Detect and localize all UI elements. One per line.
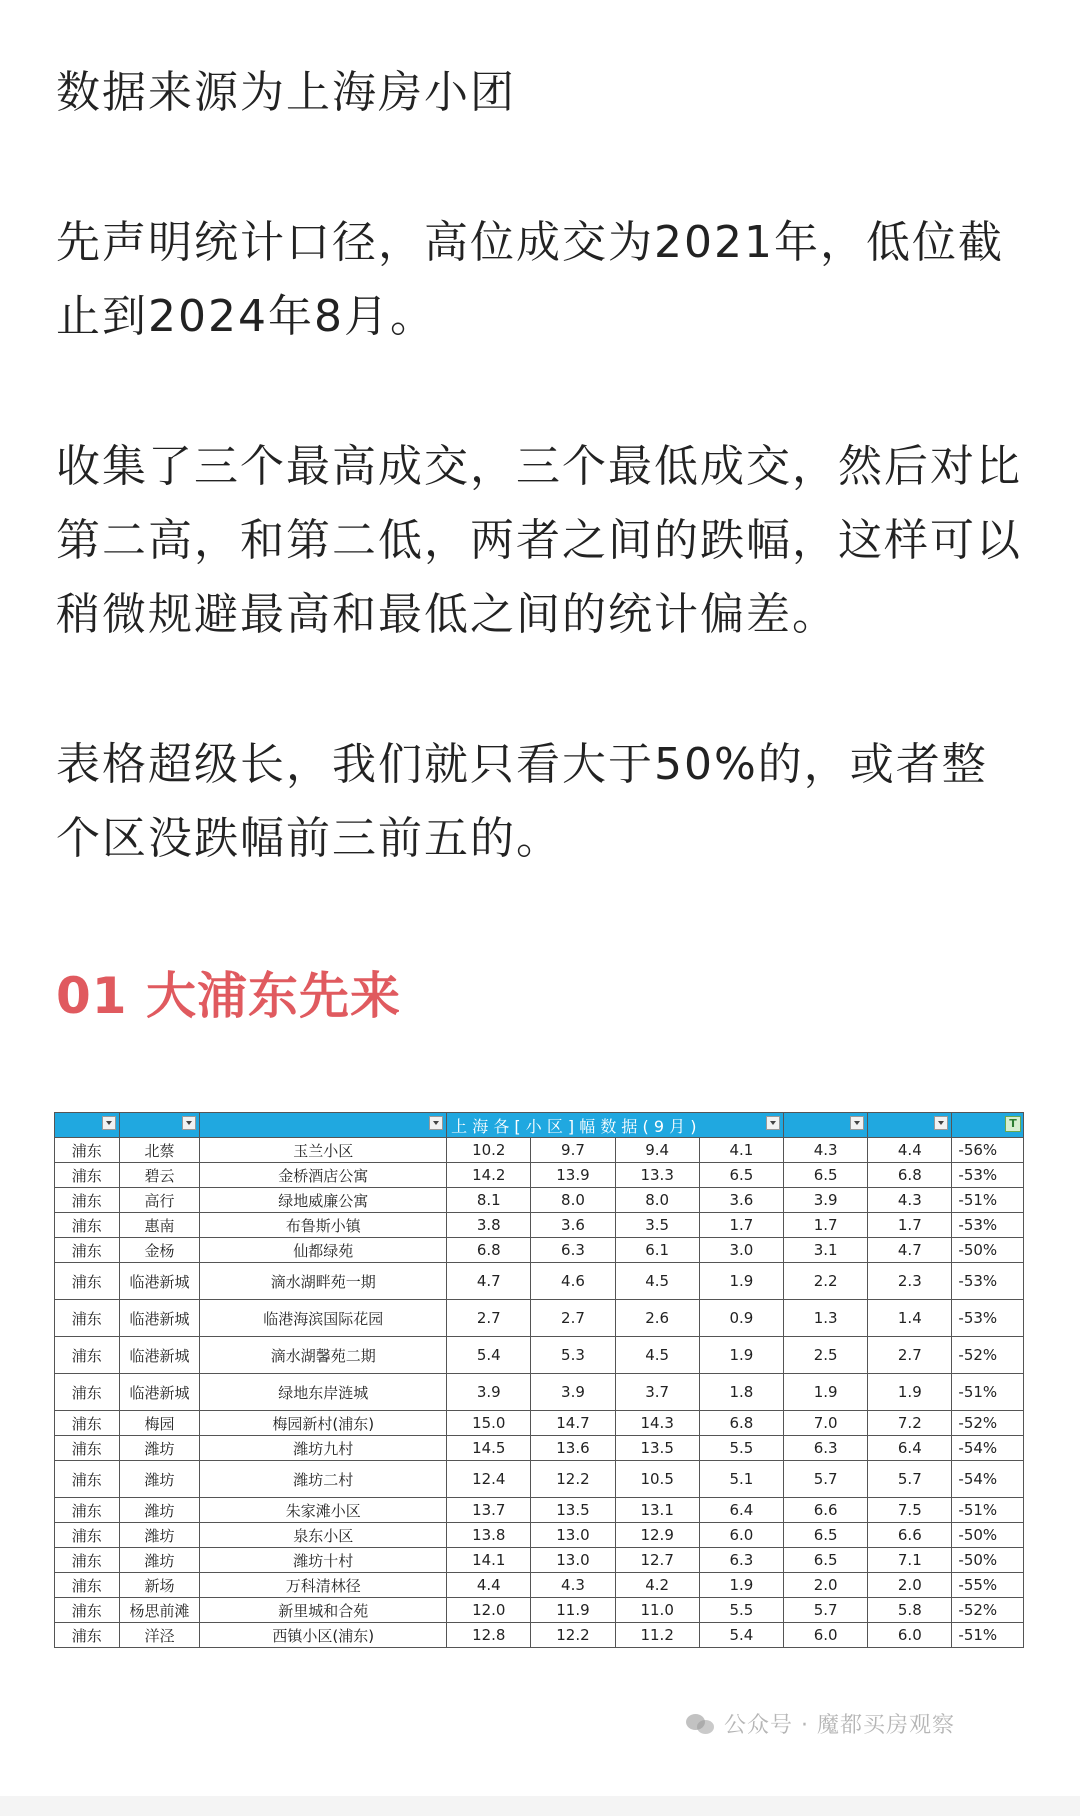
price-cell: 11.2 (615, 1623, 699, 1648)
header-cell (784, 1113, 868, 1138)
wechat-icon (686, 1712, 716, 1736)
price-cell: 1.9 (699, 1573, 783, 1598)
community-name-cell: 仙都绿苑 (200, 1238, 447, 1263)
price-cell: 6.0 (699, 1523, 783, 1548)
table-row (55, 1436, 1024, 1461)
district-cell: 浦东 (55, 1523, 120, 1548)
price-cell: 2.7 (868, 1337, 952, 1374)
community-name-cell: 金桥酒店公寓 (200, 1163, 447, 1188)
price-cell: 7.2 (868, 1411, 952, 1436)
district-cell: 浦东 (55, 1598, 120, 1623)
price-cell: 4.4 (447, 1573, 531, 1598)
price-cell: 13.0 (531, 1523, 615, 1548)
table-row (55, 1300, 1024, 1337)
price-cell: 10.2 (447, 1138, 531, 1163)
price-cell: 10.5 (615, 1461, 699, 1498)
plate-cell: 临港新城 (119, 1337, 200, 1374)
filter-dropdown-icon (766, 1116, 780, 1130)
price-cell: 12.8 (447, 1623, 531, 1648)
district-cell: 浦东 (55, 1337, 120, 1374)
price-cell: 1.8 (699, 1374, 783, 1411)
drop-percent-cell: -53% (952, 1263, 1024, 1300)
price-cell: 4.1 (699, 1138, 783, 1163)
price-cell: 14.7 (531, 1411, 615, 1436)
drop-percent-cell: -55% (952, 1573, 1024, 1598)
price-cell: 4.7 (868, 1238, 952, 1263)
price-cell: 2.6 (615, 1300, 699, 1337)
price-cell: 5.7 (868, 1461, 952, 1498)
price-cell: 2.0 (784, 1573, 868, 1598)
price-cell: 12.2 (531, 1461, 615, 1498)
price-cell: 3.9 (784, 1188, 868, 1213)
price-cell: 6.8 (447, 1238, 531, 1263)
price-cell: 2.7 (531, 1300, 615, 1337)
price-cell: 5.5 (699, 1436, 783, 1461)
community-name-cell: 新里城和合苑 (200, 1598, 447, 1623)
price-cell: 2.3 (868, 1263, 952, 1300)
plate-cell: 洋泾 (119, 1623, 200, 1648)
drop-percent-cell: -50% (952, 1238, 1024, 1263)
price-cell: 3.1 (784, 1238, 868, 1263)
price-cell: 6.8 (868, 1163, 952, 1188)
plate-cell: 潍坊 (119, 1548, 200, 1573)
plate-cell: 杨思前滩 (119, 1598, 200, 1623)
price-cell: 1.9 (868, 1374, 952, 1411)
header-title: 上 海 各 [ 小 区 ] 幅 数 据 ( 9 月 ) (451, 1116, 697, 1136)
price-cell: 1.9 (699, 1337, 783, 1374)
price-cell: 4.5 (615, 1337, 699, 1374)
district-cell: 浦东 (55, 1548, 120, 1573)
price-cell: 1.7 (699, 1213, 783, 1238)
price-cell: 6.3 (784, 1436, 868, 1461)
filter-dropdown-icon (850, 1116, 864, 1130)
price-cell: 13.1 (615, 1498, 699, 1523)
drop-percent-cell: -52% (952, 1411, 1024, 1436)
price-cell: 6.5 (784, 1163, 868, 1188)
price-cell: 3.8 (447, 1213, 531, 1238)
price-cell: 6.0 (784, 1623, 868, 1648)
price-cell: 9.7 (531, 1138, 615, 1163)
price-cell: 6.6 (868, 1523, 952, 1548)
district-cell: 浦东 (55, 1300, 120, 1337)
price-cell: 5.4 (447, 1337, 531, 1374)
table-row (55, 1523, 1024, 1548)
district-cell: 浦东 (55, 1498, 120, 1523)
table-row (55, 1163, 1024, 1188)
community-name-cell: 朱家滩小区 (200, 1498, 447, 1523)
plate-cell: 临港新城 (119, 1263, 200, 1300)
community-name-cell: 绿地威廉公寓 (200, 1188, 447, 1213)
price-cell: 7.1 (868, 1548, 952, 1573)
drop-percent-cell: -50% (952, 1548, 1024, 1573)
price-cell: 6.5 (784, 1523, 868, 1548)
price-cell: 8.1 (447, 1188, 531, 1213)
drop-percent-cell: -54% (952, 1461, 1024, 1498)
plate-cell: 临港新城 (119, 1374, 200, 1411)
watermark (686, 1708, 955, 1739)
plate-cell: 碧云 (119, 1163, 200, 1188)
community-name-cell: 潍坊十村 (200, 1548, 447, 1573)
drop-percent-cell: -52% (952, 1598, 1024, 1623)
price-cell: 6.0 (868, 1623, 952, 1648)
price-cell: 1.9 (784, 1374, 868, 1411)
drop-percent-cell: -50% (952, 1523, 1024, 1548)
price-cell: 6.4 (868, 1436, 952, 1461)
price-cell: 3.9 (531, 1374, 615, 1411)
price-cell: 13.5 (615, 1436, 699, 1461)
price-cell: 1.4 (868, 1300, 952, 1337)
price-cell: 3.9 (447, 1374, 531, 1411)
price-cell: 3.0 (699, 1238, 783, 1263)
price-cell: 2.5 (784, 1337, 868, 1374)
price-cell: 11.0 (615, 1598, 699, 1623)
price-cell: 6.3 (531, 1238, 615, 1263)
price-cell: 6.3 (699, 1548, 783, 1573)
drop-percent-cell: -51% (952, 1623, 1024, 1648)
table-header-row (55, 1113, 1024, 1138)
table-row (55, 1188, 1024, 1213)
price-cell: 6.5 (699, 1163, 783, 1188)
plate-cell: 金杨 (119, 1238, 200, 1263)
plate-cell: 潍坊 (119, 1436, 200, 1461)
table-row (55, 1337, 1024, 1374)
price-cell: 4.2 (615, 1573, 699, 1598)
table-row (55, 1573, 1024, 1598)
table-row (55, 1598, 1024, 1623)
price-cell: 12.7 (615, 1548, 699, 1573)
price-cell: 14.1 (447, 1548, 531, 1573)
plate-cell: 高行 (119, 1188, 200, 1213)
price-drop-table-image (54, 1112, 1024, 1648)
price-cell: 13.5 (531, 1498, 615, 1523)
price-cell: 4.6 (531, 1263, 615, 1300)
price-cell: 3.5 (615, 1213, 699, 1238)
price-cell: 7.0 (784, 1411, 868, 1436)
price-cell: 7.5 (868, 1498, 952, 1523)
price-cell: 13.3 (615, 1163, 699, 1188)
table-row (55, 1213, 1024, 1238)
price-cell: 9.4 (615, 1138, 699, 1163)
community-name-cell: 西镇小区(浦东) (200, 1623, 447, 1648)
active-filter-icon: T (1005, 1116, 1021, 1132)
price-cell: 8.0 (615, 1188, 699, 1213)
price-cell: 6.8 (699, 1411, 783, 1436)
price-cell: 5.7 (784, 1598, 868, 1623)
price-cell: 5.1 (699, 1461, 783, 1498)
price-cell: 3.7 (615, 1374, 699, 1411)
price-cell: 2.2 (784, 1263, 868, 1300)
filter-dropdown-icon (102, 1116, 116, 1130)
community-name-cell: 梅园新村(浦东) (200, 1411, 447, 1436)
drop-percent-cell: -56% (952, 1138, 1024, 1163)
price-cell: 12.9 (615, 1523, 699, 1548)
drop-percent-cell: -53% (952, 1163, 1024, 1188)
community-name-cell: 玉兰小区 (200, 1138, 447, 1163)
price-cell: 2.0 (868, 1573, 952, 1598)
watermark-text: 公众号 · 魔都买房观察 (724, 1713, 955, 1738)
intro-source: 数据来源为上海房小团 (56, 67, 516, 118)
table-row (55, 1548, 1024, 1573)
district-cell: 浦东 (55, 1238, 120, 1263)
price-cell: 1.3 (784, 1300, 868, 1337)
community-name-cell: 万科清林径 (200, 1573, 447, 1598)
district-cell: 浦东 (55, 1623, 120, 1648)
district-cell: 浦东 (55, 1374, 120, 1411)
community-name-cell: 临港海滨国际花园 (200, 1300, 447, 1337)
price-cell: 6.4 (699, 1498, 783, 1523)
price-cell: 14.3 (615, 1411, 699, 1436)
price-cell: 6.1 (615, 1238, 699, 1263)
header-cell (952, 1113, 1024, 1138)
table-row (55, 1238, 1024, 1263)
price-cell: 1.7 (784, 1213, 868, 1238)
bottom-edge (0, 1796, 1080, 1816)
price-cell: 11.9 (531, 1598, 615, 1623)
community-name-cell: 布鲁斯小镇 (200, 1213, 447, 1238)
community-name-cell: 滴水湖畔苑一期 (200, 1263, 447, 1300)
plate-cell: 惠南 (119, 1213, 200, 1238)
price-cell: 12.0 (447, 1598, 531, 1623)
district-cell: 浦东 (55, 1461, 120, 1498)
price-cell: 13.0 (531, 1548, 615, 1573)
price-drop-table (54, 1112, 1024, 1648)
community-name-cell: 泉东小区 (200, 1523, 447, 1548)
table-row (55, 1461, 1024, 1498)
header-cell (55, 1113, 120, 1138)
intro-filter: 表格超级长，我们就只看大于50%的，或者整个区没跌幅前三前五的。 (56, 739, 988, 864)
drop-percent-cell: -51% (952, 1188, 1024, 1213)
filter-dropdown-icon (934, 1116, 948, 1130)
price-cell: 4.4 (868, 1138, 952, 1163)
plate-cell: 北蔡 (119, 1138, 200, 1163)
price-cell: 13.6 (531, 1436, 615, 1461)
drop-percent-cell: -54% (952, 1436, 1024, 1461)
price-cell: 12.4 (447, 1461, 531, 1498)
table-row (55, 1138, 1024, 1163)
price-cell: 4.3 (531, 1573, 615, 1598)
community-name-cell: 绿地东岸涟城 (200, 1374, 447, 1411)
price-cell: 1.7 (868, 1213, 952, 1238)
community-name-cell: 潍坊二村 (200, 1461, 447, 1498)
price-cell: 8.0 (531, 1188, 615, 1213)
plate-cell: 临港新城 (119, 1300, 200, 1337)
district-cell: 浦东 (55, 1573, 120, 1598)
price-cell: 12.2 (531, 1623, 615, 1648)
price-cell: 3.6 (699, 1188, 783, 1213)
drop-percent-cell: -52% (952, 1337, 1024, 1374)
table-row (55, 1263, 1024, 1300)
price-cell: 5.3 (531, 1337, 615, 1374)
price-cell: 13.9 (531, 1163, 615, 1188)
header-title-cell (447, 1113, 784, 1138)
table-row (55, 1498, 1024, 1523)
plate-cell: 潍坊 (119, 1498, 200, 1523)
price-cell: 1.9 (699, 1263, 783, 1300)
table-row (55, 1411, 1024, 1436)
price-cell: 3.6 (531, 1213, 615, 1238)
district-cell: 浦东 (55, 1188, 120, 1213)
district-cell: 浦东 (55, 1436, 120, 1461)
price-cell: 4.5 (615, 1263, 699, 1300)
price-cell: 14.2 (447, 1163, 531, 1188)
price-cell: 6.6 (784, 1498, 868, 1523)
price-cell: 5.8 (868, 1598, 952, 1623)
district-cell: 浦东 (55, 1138, 120, 1163)
drop-percent-cell: -53% (952, 1213, 1024, 1238)
price-cell: 4.7 (447, 1263, 531, 1300)
price-cell: 15.0 (447, 1411, 531, 1436)
community-name-cell: 滴水湖馨苑二期 (200, 1337, 447, 1374)
table-row (55, 1374, 1024, 1411)
price-cell: 5.5 (699, 1598, 783, 1623)
plate-cell: 潍坊 (119, 1523, 200, 1548)
district-cell: 浦东 (55, 1263, 120, 1300)
intro-method: 收集了三个最高成交，三个最低成交，然后对比第二高，和第二低，两者之间的跌幅，这样可以稍微规避最高和最低之间的统计偏差。 (56, 441, 1022, 640)
community-name-cell: 潍坊九村 (200, 1436, 447, 1461)
drop-percent-cell: -51% (952, 1498, 1024, 1523)
price-cell: 2.7 (447, 1300, 531, 1337)
price-cell: 13.8 (447, 1523, 531, 1548)
filter-dropdown-icon (429, 1116, 443, 1130)
plate-cell: 梅园 (119, 1411, 200, 1436)
price-cell: 14.5 (447, 1436, 531, 1461)
price-cell: 13.7 (447, 1498, 531, 1523)
district-cell: 浦东 (55, 1163, 120, 1188)
price-cell: 6.5 (784, 1548, 868, 1573)
plate-cell: 新场 (119, 1573, 200, 1598)
drop-percent-cell: -51% (952, 1374, 1024, 1411)
drop-percent-cell: -53% (952, 1300, 1024, 1337)
table-row (55, 1623, 1024, 1648)
intro-scope: 先声明统计口径，高位成交为2021年，低位截止到2024年8月。 (56, 217, 1004, 342)
header-cell (119, 1113, 200, 1138)
district-cell: 浦东 (55, 1213, 120, 1238)
plate-cell: 潍坊 (119, 1461, 200, 1498)
price-cell: 4.3 (868, 1188, 952, 1213)
filter-dropdown-icon (182, 1116, 196, 1130)
header-cell (200, 1113, 447, 1138)
price-cell: 5.7 (784, 1461, 868, 1498)
header-cell (868, 1113, 952, 1138)
price-cell: 0.9 (699, 1300, 783, 1337)
price-cell: 5.4 (699, 1623, 783, 1648)
section-heading: 01 大浦东先来 (56, 967, 401, 1025)
price-cell: 4.3 (784, 1138, 868, 1163)
district-cell: 浦东 (55, 1411, 120, 1436)
